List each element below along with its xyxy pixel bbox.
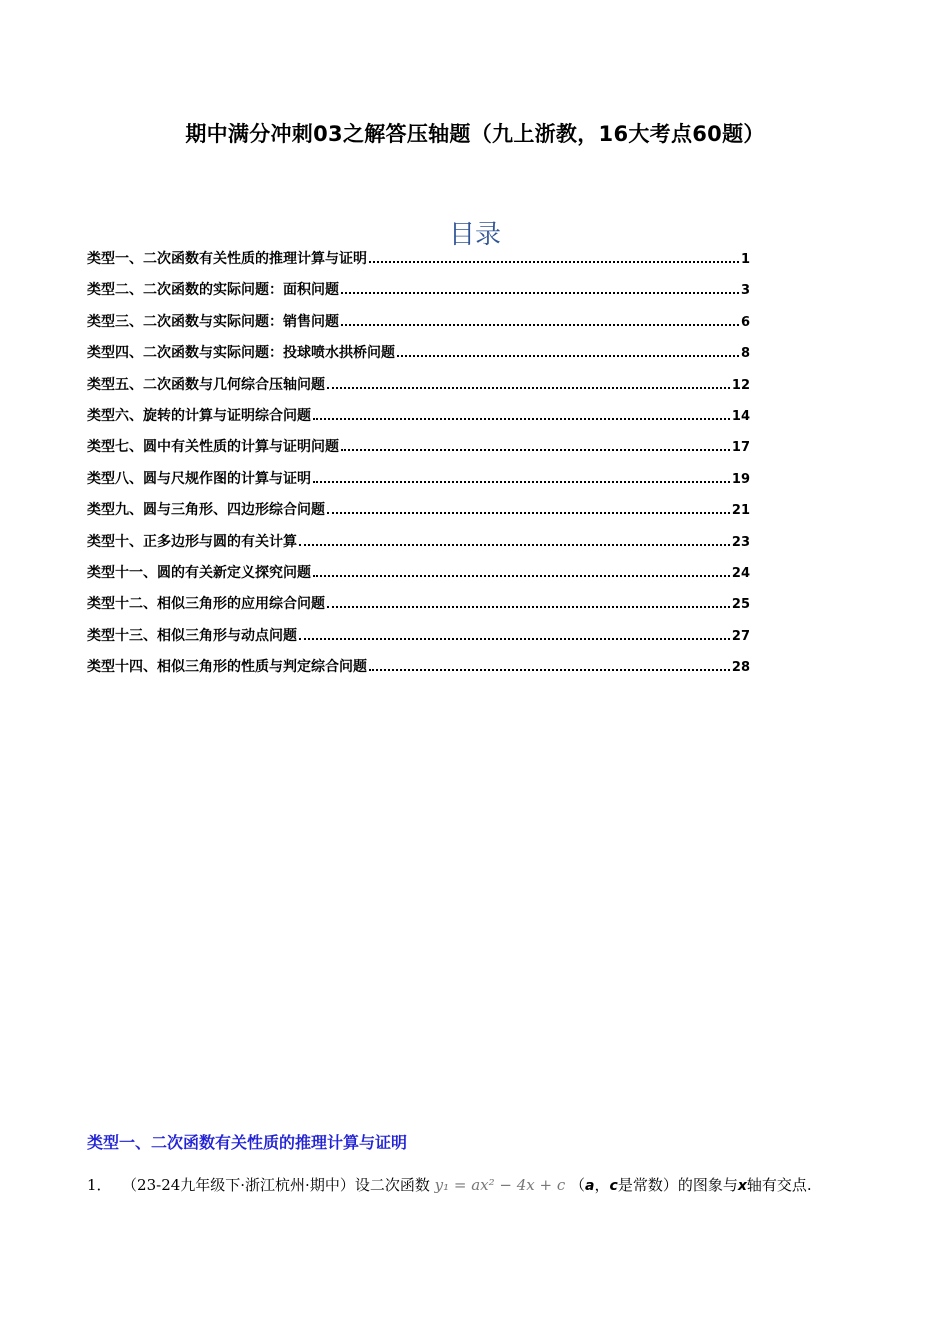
toc-heading: 目录 (448, 220, 501, 250)
variable-a: a (585, 1178, 595, 1194)
table-of-contents (87, 248, 750, 687)
toc-item[interactable]: 类型四、二次函数与实际问题：投球喷水拱桥问题 8 (87, 345, 750, 362)
variable-x: x (737, 1178, 747, 1194)
problem-number: 1． (87, 1176, 112, 1194)
toc-item[interactable]: 类型一、二次函数有关性质的推理计算与证明 1 (87, 251, 750, 267)
toc-item[interactable]: 类型三、二次函数与实际问题：销售问题 6 (87, 313, 750, 330)
toc-item[interactable]: 类型十四、相似三角形的性质与判定综合问题 28 (87, 659, 750, 676)
toc-item[interactable]: 类型十、正多边形与圆的有关计算 23 (87, 533, 750, 550)
problem-formula: y₁ = ax² − 4x + c (434, 1176, 566, 1194)
toc-item[interactable]: 类型八、圆与尺规作图的计算与证明 19 (87, 470, 750, 487)
section-heading: 类型一、二次函数有关性质的推理计算与证明 (87, 1133, 408, 1152)
toc-item[interactable]: 类型二、二次函数的实际问题：面积问题 3 (87, 282, 750, 299)
toc-item[interactable]: 类型五、二次函数与几何综合压轴问题 12 (87, 376, 750, 393)
toc-item[interactable]: 类型十三、相似三角形与动点问题 27 (87, 627, 750, 644)
toc-item[interactable]: 类型十一、圆的有关新定义探究问题 24 (87, 564, 750, 581)
toc-item[interactable]: 类型十二、相似三角形的应用综合问题 25 (87, 596, 750, 613)
document-title: 期中满分冲刺03之解答压轴题（九上浙教，16大考点60题） (185, 122, 765, 146)
problem-statement: 1． （23-24九年级下·浙江杭州·期中）设二次函数 y₁ = ax² − 4x + c （a，c是常数）的图象与x轴有交点. (87, 1176, 812, 1194)
toc-item[interactable]: 类型九、圆与三角形、四边形综合问题 21 (87, 502, 750, 519)
variable-c: c (609, 1178, 618, 1194)
problem-source: （23-24九年级下·浙江杭州·期中）设二次函数 (129, 1176, 430, 1194)
toc-item[interactable]: 类型六、旋转的计算与证明综合问题 14 (87, 407, 750, 424)
toc-item[interactable]: 类型七、圆中有关性质的计算与证明问题 17 (87, 439, 750, 456)
